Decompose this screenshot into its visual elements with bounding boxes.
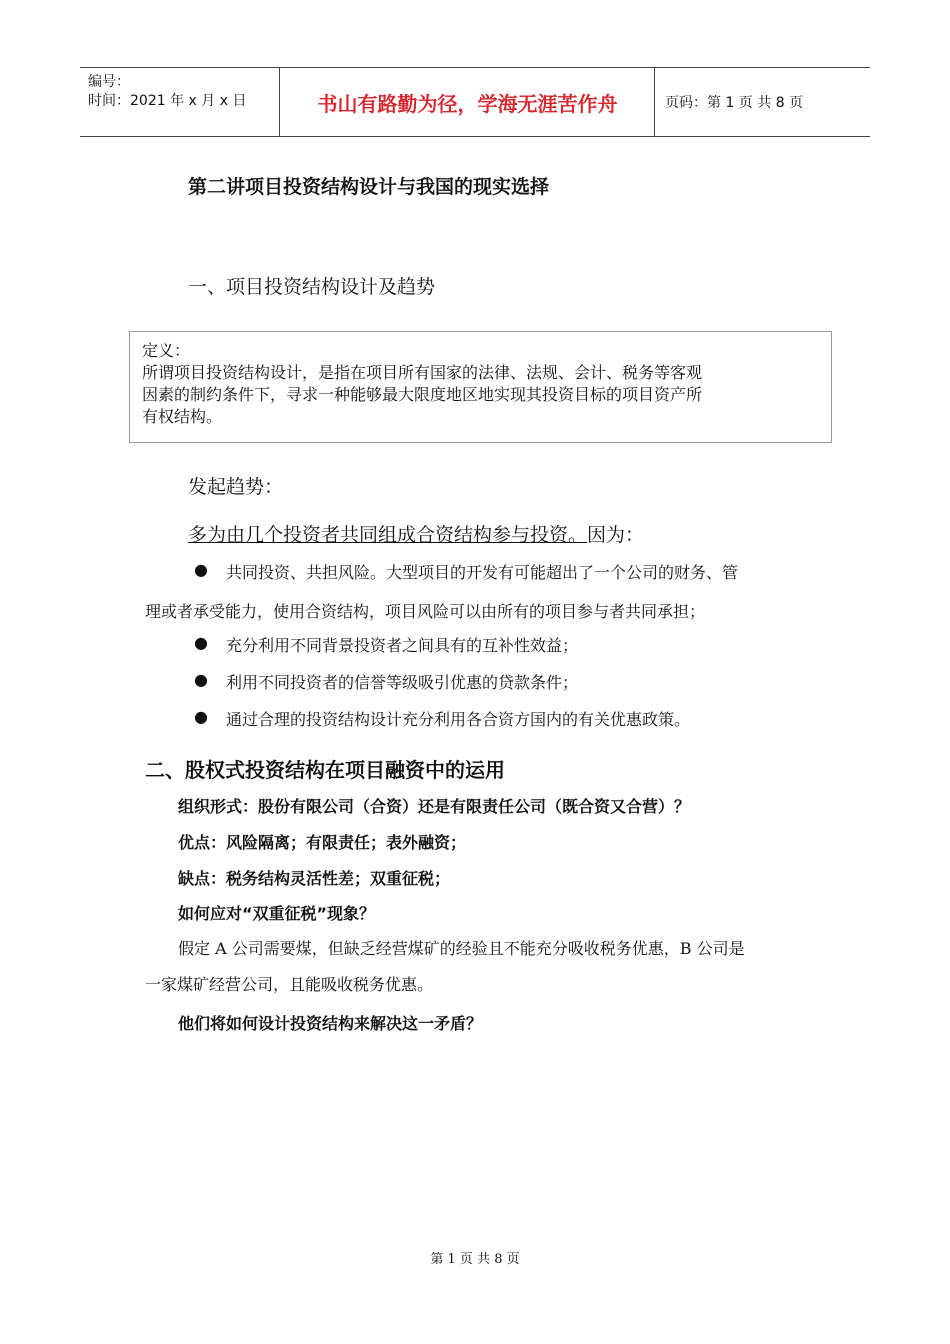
header-motto: 书山有路勤为径，学海无涯苦作舟: [281, 68, 655, 136]
bullet-item: 充分利用不同背景投资者之间具有的互补性效益；: [226, 636, 579, 655]
trend-label: 发起趋势：: [188, 476, 284, 498]
bullet-item: 共同投资、共担风险。大型项目的开发有可能超出了一个公司的财务、管: [226, 563, 739, 582]
bullet-item: 通过合理的投资结构设计充分利用各合资方国内的有关优惠政策。: [226, 710, 691, 729]
case-line: 一家煤矿经营公司，且能吸收税务优惠。: [145, 975, 434, 994]
header-table: [80, 67, 870, 137]
case-line: 假定 A 公司需要煤，但缺乏经营煤矿的经验且不能充分吸收税务优惠，B 公司是: [178, 939, 745, 958]
time-label: 时间：2021 年 x 月 x 日: [88, 93, 247, 109]
bullet-item: 利用不同投资者的信誉等级吸引优惠的贷款条件；: [226, 673, 579, 692]
bullet-icon: ●: [194, 670, 208, 689]
trend-sub-underlined: 多为由几个投资者共同组成合资结构参与投资。: [188, 524, 588, 546]
bullet-item-continuation: 理或者承受能力，使用合资结构，项目风险可以由所有的项目参与者共同承担；: [145, 602, 706, 621]
page-footer: 第 1 页 共 8 页: [430, 1252, 520, 1267]
trend-subheading: [188, 520, 644, 547]
section2-heading: 二、股权式投资结构在项目融资中的运用: [145, 758, 505, 782]
definition-line: 因素的制约条件下，寻求一种能够最大限度地区地实现其投资目标的项目资产所: [142, 385, 703, 404]
definition-box: [129, 331, 832, 443]
document-title: 第二讲项目投资结构设计与我国的现实选择: [188, 176, 550, 198]
number-label: 编号：: [88, 74, 130, 90]
bullet-icon: ●: [194, 633, 208, 652]
question-line: 如何应对“双重征税”现象？: [178, 904, 376, 923]
definition-line: 有权结构。: [142, 407, 223, 426]
bullet-icon: ●: [194, 707, 208, 726]
definition-line: 所谓项目投资结构设计，是指在项目所有国家的法律、法规、会计、税务等客观: [142, 363, 703, 382]
final-question-line: 他们将如何设计投资结构来解决这一矛盾？: [178, 1014, 483, 1033]
header-left-cell: [80, 68, 280, 136]
org-form-line: 组织形式：股份有限公司（合资）还是有限责任公司（既合资又合营）？: [178, 797, 691, 816]
pros-line: 优点：风险隔离；有限责任；表外融资；: [178, 833, 467, 852]
bullet-icon: ●: [194, 560, 208, 579]
section1-heading: 一、项目投资结构设计及趋势: [188, 276, 436, 298]
cons-line: 缺点：税务结构灵活性差；双重征税；: [178, 869, 451, 888]
header-page-label: 页码：第 1 页 共 8 页: [665, 95, 804, 111]
trend-sub-rest: 因为：: [587, 524, 645, 546]
definition-label: 定义：: [142, 341, 191, 360]
